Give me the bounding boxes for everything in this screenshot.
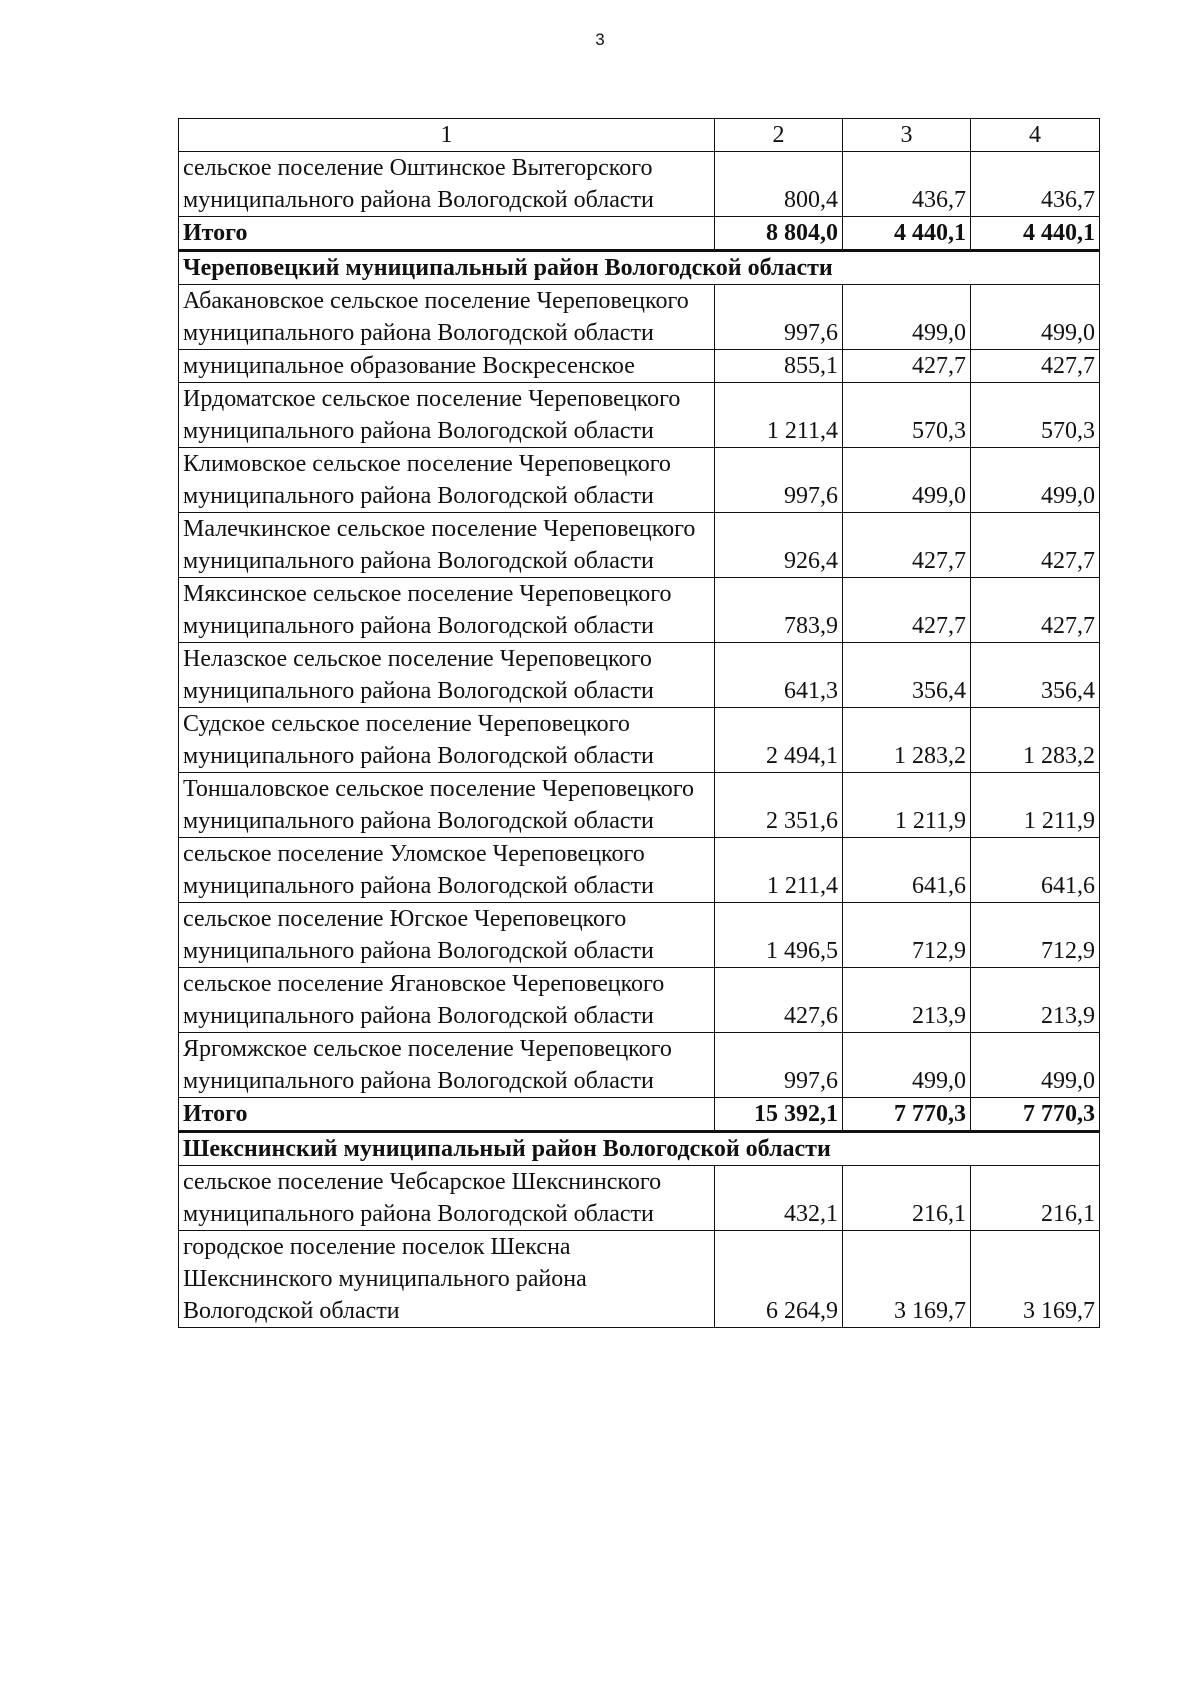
district-heading-row bbox=[179, 1132, 1100, 1166]
district-name: Череповецкий муниципальный район Вологодской области bbox=[179, 251, 1100, 285]
allocation-table bbox=[178, 118, 1100, 1328]
value-column-4: 427,7 bbox=[971, 513, 1100, 578]
value-column-3: 4 440,1 bbox=[843, 217, 971, 251]
value-column-4: 436,7 bbox=[971, 152, 1100, 217]
value-column-3: 436,7 bbox=[843, 152, 971, 217]
settlement-name: Ирдоматское сельское поселение Череповецкого муниципального района Вологодской области bbox=[179, 383, 715, 448]
value-column-4: 570,3 bbox=[971, 383, 1100, 448]
value-column-4: 1 283,2 bbox=[971, 708, 1100, 773]
value-column-3: 427,7 bbox=[843, 578, 971, 643]
value-column-4: 1 211,9 bbox=[971, 773, 1100, 838]
table-row bbox=[179, 968, 1100, 1033]
value-column-4: 4 440,1 bbox=[971, 217, 1100, 251]
value-column-2: 997,6 bbox=[715, 285, 843, 350]
table-row bbox=[179, 1166, 1100, 1231]
value-column-2: 997,6 bbox=[715, 1033, 843, 1098]
table-row bbox=[179, 1231, 1100, 1328]
page-number: 3 bbox=[595, 30, 605, 49]
table-row bbox=[179, 448, 1100, 513]
district-heading-row bbox=[179, 251, 1100, 285]
value-column-4: 213,9 bbox=[971, 968, 1100, 1033]
district-name: Шекснинский муниципальный район Вологодской области bbox=[179, 1132, 1100, 1166]
value-column-4: 427,7 bbox=[971, 350, 1100, 383]
settlement-name: Судское сельское поселение Череповецкого муниципального района Вологодской области bbox=[179, 708, 715, 773]
table-row bbox=[179, 285, 1100, 350]
value-column-2: 15 392,1 bbox=[715, 1098, 843, 1132]
table-row bbox=[179, 350, 1100, 383]
table-row bbox=[179, 903, 1100, 968]
settlement-name: сельское поселение Уломское Череповецкого муниципального района Вологодской области bbox=[179, 838, 715, 903]
value-column-3: 641,6 bbox=[843, 838, 971, 903]
settlement-name: Тоншаловское сельское поселение Череповецкого муниципального района Вологодской области bbox=[179, 773, 715, 838]
settlement-name: сельское поселение Югское Череповецкого муниципального района Вологодской области bbox=[179, 903, 715, 968]
value-column-2: 926,4 bbox=[715, 513, 843, 578]
value-column-4: 216,1 bbox=[971, 1166, 1100, 1231]
value-column-3: 499,0 bbox=[843, 1033, 971, 1098]
value-column-3: 1 211,9 bbox=[843, 773, 971, 838]
value-column-2: 855,1 bbox=[715, 350, 843, 383]
value-column-2: 997,6 bbox=[715, 448, 843, 513]
settlement-name: Яргомжское сельское поселение Череповецкого муниципального района Вологодской области bbox=[179, 1033, 715, 1098]
column-header-1: 1 bbox=[179, 119, 715, 152]
value-column-2: 1 211,4 bbox=[715, 383, 843, 448]
table-row bbox=[179, 708, 1100, 773]
value-column-4: 499,0 bbox=[971, 1033, 1100, 1098]
total-row bbox=[179, 217, 1100, 251]
value-column-4: 641,6 bbox=[971, 838, 1100, 903]
value-column-3: 1 283,2 bbox=[843, 708, 971, 773]
value-column-2: 432,1 bbox=[715, 1166, 843, 1231]
settlement-name: городское поселение поселок Шексна Шекснинского муниципального района Вологодской области bbox=[179, 1231, 715, 1328]
value-column-2: 641,3 bbox=[715, 643, 843, 708]
value-column-2: 783,9 bbox=[715, 578, 843, 643]
table-row bbox=[179, 578, 1100, 643]
value-column-3: 499,0 bbox=[843, 285, 971, 350]
column-header-4: 4 bbox=[971, 119, 1100, 152]
value-column-3: 427,7 bbox=[843, 350, 971, 383]
table-row bbox=[179, 513, 1100, 578]
value-column-4: 356,4 bbox=[971, 643, 1100, 708]
value-column-3: 499,0 bbox=[843, 448, 971, 513]
table-row bbox=[179, 838, 1100, 903]
value-column-2: 2 494,1 bbox=[715, 708, 843, 773]
value-column-2: 6 264,9 bbox=[715, 1231, 843, 1328]
value-column-4: 3 169,7 bbox=[971, 1231, 1100, 1328]
table-body bbox=[179, 119, 1100, 1328]
value-column-2: 1 211,4 bbox=[715, 838, 843, 903]
table-row bbox=[179, 383, 1100, 448]
value-column-2: 8 804,0 bbox=[715, 217, 843, 251]
settlement-name: сельское поселение Оштинское Вытегорского муниципального района Вологодской области bbox=[179, 152, 715, 217]
settlement-name: сельское поселение Ягановское Череповецкого муниципального района Вологодской области bbox=[179, 968, 715, 1033]
value-column-4: 499,0 bbox=[971, 448, 1100, 513]
value-column-3: 213,9 bbox=[843, 968, 971, 1033]
value-column-3: 427,7 bbox=[843, 513, 971, 578]
value-column-3: 712,9 bbox=[843, 903, 971, 968]
value-column-2: 1 496,5 bbox=[715, 903, 843, 968]
value-column-3: 216,1 bbox=[843, 1166, 971, 1231]
table-row bbox=[179, 1033, 1100, 1098]
table-header-row bbox=[179, 119, 1100, 152]
value-column-4: 427,7 bbox=[971, 578, 1100, 643]
settlement-name: муниципальное образование Воскресенское bbox=[179, 350, 715, 383]
settlement-name: Абакановское сельское поселение Череповецкого муниципального района Вологодской области bbox=[179, 285, 715, 350]
value-column-3: 7 770,3 bbox=[843, 1098, 971, 1132]
settlement-name: Итого bbox=[179, 217, 715, 251]
total-row bbox=[179, 1098, 1100, 1132]
settlement-name: Малечкинское сельское поселение Череповецкого муниципального района Вологодской области bbox=[179, 513, 715, 578]
settlement-name: Итого bbox=[179, 1098, 715, 1132]
value-column-2: 2 351,6 bbox=[715, 773, 843, 838]
column-header-2: 2 bbox=[715, 119, 843, 152]
settlement-name: Климовское сельское поселение Череповецкого муниципального района Вологодской области bbox=[179, 448, 715, 513]
settlement-name: Нелазское сельское поселение Череповецкого муниципального района Вологодской области bbox=[179, 643, 715, 708]
value-column-2: 427,6 bbox=[715, 968, 843, 1033]
value-column-2: 800,4 bbox=[715, 152, 843, 217]
column-header-3: 3 bbox=[843, 119, 971, 152]
value-column-4: 712,9 bbox=[971, 903, 1100, 968]
table-row bbox=[179, 773, 1100, 838]
table-row bbox=[179, 152, 1100, 217]
value-column-3: 356,4 bbox=[843, 643, 971, 708]
value-column-3: 3 169,7 bbox=[843, 1231, 971, 1328]
value-column-4: 499,0 bbox=[971, 285, 1100, 350]
value-column-4: 7 770,3 bbox=[971, 1098, 1100, 1132]
value-column-3: 570,3 bbox=[843, 383, 971, 448]
settlement-name: Мяксинское сельское поселение Череповецкого муниципального района Вологодской области bbox=[179, 578, 715, 643]
settlement-name: сельское поселение Чебсарское Шекснинского муниципального района Вологодской области bbox=[179, 1166, 715, 1231]
table-row bbox=[179, 643, 1100, 708]
